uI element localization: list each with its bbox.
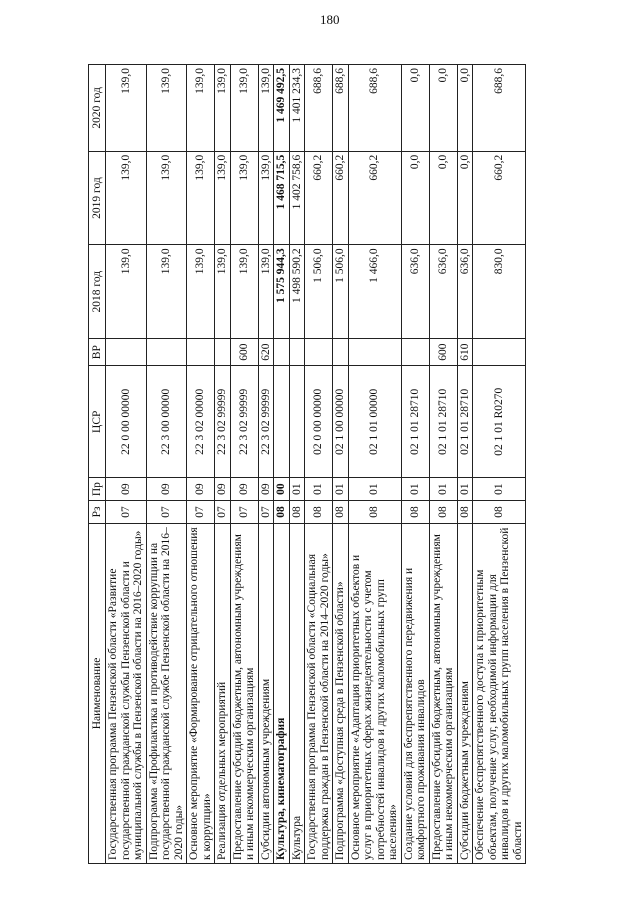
row-name: Предоставление субсидий бюджетным, автономным учреждениям и иным некоммерческим организациям bbox=[230, 523, 258, 863]
row-name: Культура bbox=[289, 523, 305, 863]
row-vr: 600 bbox=[230, 338, 258, 365]
row-2020: 688,6 bbox=[305, 65, 333, 152]
header-vr: ВР bbox=[89, 338, 106, 365]
table-row bbox=[274, 65, 290, 864]
row-rz: 07 bbox=[187, 501, 215, 524]
row-pr: 01 bbox=[457, 478, 473, 501]
table-row bbox=[215, 65, 231, 864]
row-2018: 1 498 590,2 bbox=[289, 245, 305, 339]
row-vr bbox=[289, 338, 305, 365]
row-name: Создание условий для беспрепятственного передвижения и комфортного проживания инвалидов bbox=[401, 523, 429, 863]
row-2020: 139,0 bbox=[258, 65, 274, 152]
header-2020: 2020 год bbox=[89, 65, 106, 152]
row-2019: 0,0 bbox=[429, 151, 457, 245]
row-csr: 22 3 02 00000 bbox=[187, 366, 215, 478]
budget-table bbox=[88, 64, 526, 864]
row-name: Государственная программа Пензенской области «Социальная поддержка граждан в Пензенской области на 2014–2020 годы» bbox=[305, 523, 333, 863]
row-2018: 139,0 bbox=[215, 245, 231, 339]
row-rz: 08 bbox=[457, 501, 473, 524]
row-2018: 636,0 bbox=[429, 245, 457, 339]
row-rz: 08 bbox=[348, 501, 401, 524]
row-csr: 02 1 01 R0270 bbox=[473, 366, 526, 478]
row-name: Основное мероприятие «Формирование отрицательного отношения к коррупции» bbox=[187, 523, 215, 863]
row-csr: 22 0 00 00000 bbox=[106, 366, 147, 478]
row-2020: 0,0 bbox=[429, 65, 457, 152]
row-rz: 08 bbox=[401, 501, 429, 524]
row-pr: 01 bbox=[473, 478, 526, 501]
table-row bbox=[146, 65, 187, 864]
row-2019: 139,0 bbox=[215, 151, 231, 245]
row-csr: 02 0 00 00000 bbox=[305, 366, 333, 478]
row-2018: 139,0 bbox=[187, 245, 215, 339]
row-pr: 01 bbox=[333, 478, 349, 501]
row-vr bbox=[274, 338, 290, 365]
row-name: Обеспечение беспрепятственного доступа к приоритетным объектам, получение услуг, необходимой информации для инвалидов и других маломобильных групп населения в Пензенской области bbox=[473, 523, 526, 863]
row-2019: 139,0 bbox=[230, 151, 258, 245]
table-row bbox=[187, 65, 215, 864]
row-name: Культура, кинематография bbox=[274, 523, 290, 863]
row-rz: 08 bbox=[274, 501, 290, 524]
row-csr: 02 1 00 00000 bbox=[333, 366, 349, 478]
row-vr bbox=[348, 338, 401, 365]
row-csr: 22 3 02 99999 bbox=[258, 366, 274, 478]
header-2019: 2019 год bbox=[89, 151, 106, 245]
row-csr: 02 1 01 28710 bbox=[401, 366, 429, 478]
row-2018: 1 506,0 bbox=[305, 245, 333, 339]
row-2018: 139,0 bbox=[230, 245, 258, 339]
row-pr: 09 bbox=[106, 478, 147, 501]
row-2020: 688,6 bbox=[348, 65, 401, 152]
row-pr: 00 bbox=[274, 478, 290, 501]
header-name: Наименование bbox=[89, 523, 106, 863]
header-pr: Пр bbox=[89, 478, 106, 501]
row-vr bbox=[305, 338, 333, 365]
row-vr: 620 bbox=[258, 338, 274, 365]
row-vr bbox=[473, 338, 526, 365]
row-csr: 22 3 02 99999 bbox=[215, 366, 231, 478]
row-rz: 07 bbox=[106, 501, 147, 524]
row-csr: 02 1 01 28710 bbox=[429, 366, 457, 478]
table-body bbox=[106, 65, 526, 864]
row-2018: 830,0 bbox=[473, 245, 526, 339]
header-2018: 2018 год bbox=[89, 245, 106, 339]
row-name: Государственная программа Пензенской области «Развитие государственной гражданской службы Пензенской области и муниципальной службы в Пензенской области на 2016–2020 годы» bbox=[106, 523, 147, 863]
row-2019: 660,2 bbox=[473, 151, 526, 245]
header-csr: ЦСР bbox=[89, 366, 106, 478]
row-rz: 08 bbox=[305, 501, 333, 524]
row-2018: 636,0 bbox=[457, 245, 473, 339]
row-vr bbox=[401, 338, 429, 365]
row-vr: 600 bbox=[429, 338, 457, 365]
row-csr bbox=[289, 366, 305, 478]
row-2020: 139,0 bbox=[230, 65, 258, 152]
row-pr: 01 bbox=[348, 478, 401, 501]
row-2019: 139,0 bbox=[146, 151, 187, 245]
row-2018: 1 575 944,3 bbox=[274, 245, 290, 339]
row-rz: 08 bbox=[289, 501, 305, 524]
row-2020: 0,0 bbox=[457, 65, 473, 152]
row-name: Субсидии автономным учреждениям bbox=[258, 523, 274, 863]
row-rz: 07 bbox=[258, 501, 274, 524]
row-2019: 0,0 bbox=[457, 151, 473, 245]
row-name: Субсидии бюджетным учреждениям bbox=[457, 523, 473, 863]
row-2019: 660,2 bbox=[348, 151, 401, 245]
row-name: Реализация отдельных мероприятий bbox=[215, 523, 231, 863]
row-pr: 01 bbox=[401, 478, 429, 501]
table-row bbox=[473, 65, 526, 864]
row-rz: 07 bbox=[230, 501, 258, 524]
table-row bbox=[401, 65, 429, 864]
row-2020: 688,6 bbox=[473, 65, 526, 152]
row-2019: 139,0 bbox=[106, 151, 147, 245]
row-pr: 09 bbox=[258, 478, 274, 501]
row-rz: 07 bbox=[146, 501, 187, 524]
row-vr bbox=[215, 338, 231, 365]
row-2020: 139,0 bbox=[215, 65, 231, 152]
row-name: Предоставление субсидий бюджетным, автономным учреждениям и иным некоммерческим организациям bbox=[429, 523, 457, 863]
row-csr: 22 3 00 00000 bbox=[146, 366, 187, 478]
row-2018: 636,0 bbox=[401, 245, 429, 339]
table-row bbox=[457, 65, 473, 864]
row-pr: 09 bbox=[146, 478, 187, 501]
row-rz: 08 bbox=[333, 501, 349, 524]
row-2020: 1 469 492,5 bbox=[274, 65, 290, 152]
row-2019: 0,0 bbox=[401, 151, 429, 245]
row-2020: 139,0 bbox=[106, 65, 147, 152]
row-pr: 01 bbox=[429, 478, 457, 501]
row-2020: 0,0 bbox=[401, 65, 429, 152]
row-2019: 139,0 bbox=[187, 151, 215, 245]
row-vr bbox=[146, 338, 187, 365]
row-pr: 01 bbox=[289, 478, 305, 501]
row-2018: 1 506,0 bbox=[333, 245, 349, 339]
row-vr bbox=[106, 338, 147, 365]
row-2018: 139,0 bbox=[258, 245, 274, 339]
row-2018: 139,0 bbox=[146, 245, 187, 339]
table-row bbox=[230, 65, 258, 864]
row-rz: 07 bbox=[215, 501, 231, 524]
row-vr bbox=[333, 338, 349, 365]
row-vr bbox=[187, 338, 215, 365]
row-name: Основное мероприятие «Адаптация приоритетных объектов и услуг в приоритетных сферах жизнедеятельности с учетом потребностей инвалидов и других маломобильных групп населения» bbox=[348, 523, 401, 863]
row-2018: 1 466,0 bbox=[348, 245, 401, 339]
rotated-table-wrapper bbox=[88, 64, 566, 864]
row-name: Подпрограмма «Доступная среда в Пензенской области» bbox=[333, 523, 349, 863]
row-pr: 01 bbox=[305, 478, 333, 501]
row-rz: 08 bbox=[429, 501, 457, 524]
row-vr: 610 bbox=[457, 338, 473, 365]
row-pr: 09 bbox=[215, 478, 231, 501]
row-csr: 02 1 01 00000 bbox=[348, 366, 401, 478]
row-2019: 660,2 bbox=[305, 151, 333, 245]
row-2020: 139,0 bbox=[187, 65, 215, 152]
row-2020: 1 401 234,3 bbox=[289, 65, 305, 152]
row-2020: 139,0 bbox=[146, 65, 187, 152]
row-2019: 660,2 bbox=[333, 151, 349, 245]
table-header-row bbox=[89, 65, 106, 864]
table-row bbox=[106, 65, 147, 864]
table-row bbox=[305, 65, 333, 864]
table-row bbox=[429, 65, 457, 864]
row-2018: 139,0 bbox=[106, 245, 147, 339]
table-row bbox=[348, 65, 401, 864]
row-2019: 1 402 758,6 bbox=[289, 151, 305, 245]
row-2019: 139,0 bbox=[258, 151, 274, 245]
row-rz: 08 bbox=[473, 501, 526, 524]
row-2019: 1 468 715,5 bbox=[274, 151, 290, 245]
row-pr: 09 bbox=[187, 478, 215, 501]
row-csr bbox=[274, 366, 290, 478]
header-rz: Рз bbox=[89, 501, 106, 524]
row-csr: 02 1 01 28710 bbox=[457, 366, 473, 478]
row-pr: 09 bbox=[230, 478, 258, 501]
row-csr: 22 3 02 99999 bbox=[230, 366, 258, 478]
page-number: 180 bbox=[320, 12, 340, 27]
table-row bbox=[258, 65, 274, 864]
table-row bbox=[333, 65, 349, 864]
table-row bbox=[289, 65, 305, 864]
row-name: Подпрограмма «Профилактика и противодействие коррупции на государственной гражданской службе Пензенской области на 2016–2020 годы» bbox=[146, 523, 187, 863]
row-2020: 688,6 bbox=[333, 65, 349, 152]
